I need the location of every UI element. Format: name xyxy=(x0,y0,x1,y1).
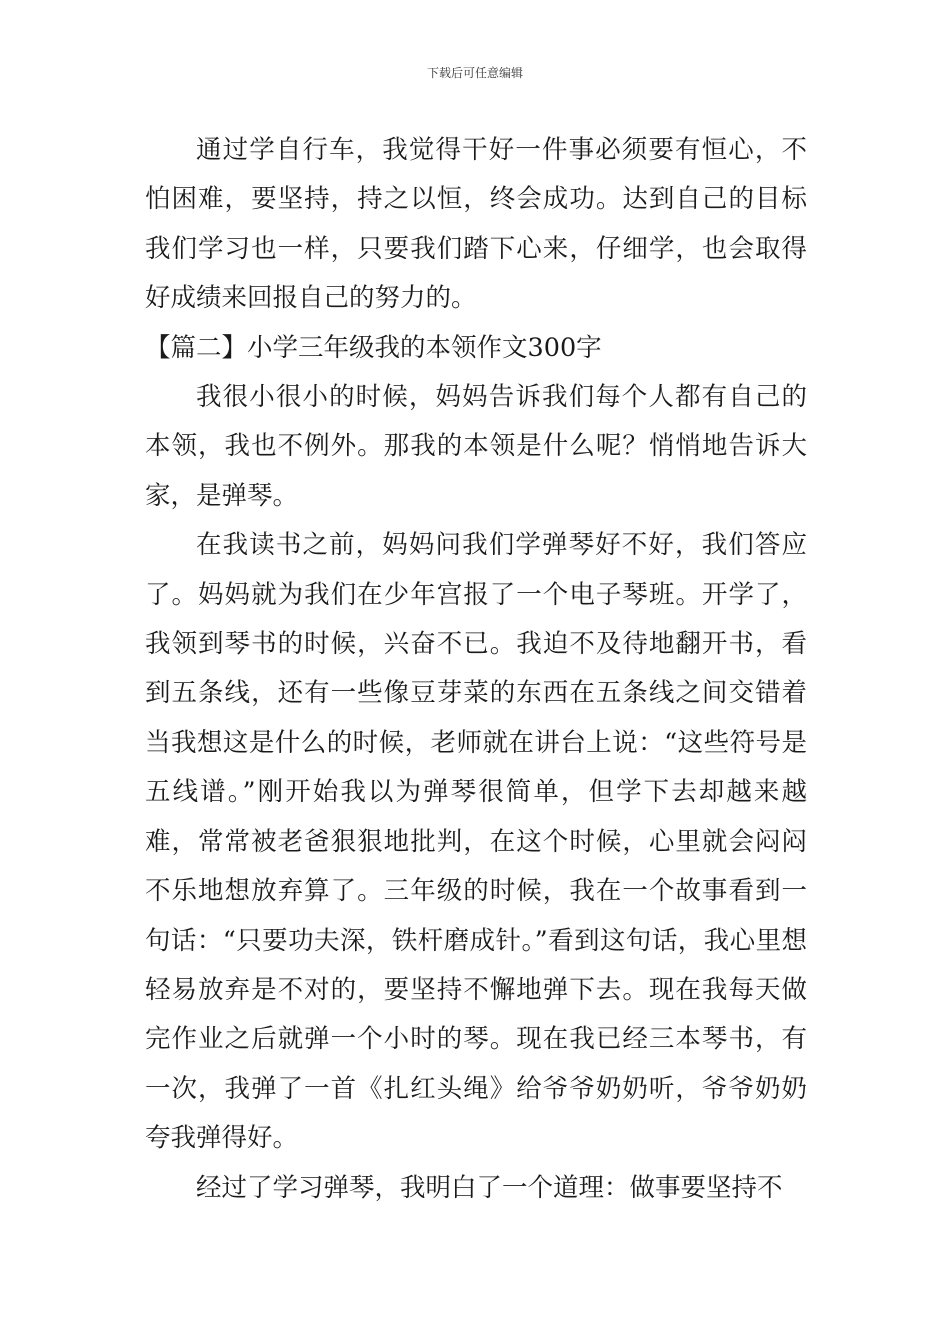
header-note: 下载后可任意编辑 xyxy=(426,66,523,80)
paragraph-conclusion-bicycle: 通过学自行车，我觉得干好一件事必须要有恒心，不怕困难，要坚持，持之以恒，终会成功。达到自己的目标我们学习也一样，只要我们踏下心来，仔细学，也会取得好成绩来回报自己的努力的。 xyxy=(145,135,807,314)
paragraph-lesson-learned: 经过了学习弹琴，我明白了一个道理：做事要坚持不 xyxy=(196,1172,783,1203)
document-body xyxy=(145,126,807,1213)
paragraph-learning-piano: 在我读书之前，妈妈问我们学弹琴好不好，我们答应了。妈妈就为我们在少年宫报了一个电子琴班。开学了，我领到琴书的时候，兴奋不已。我迫不及待地翻开书，看到五条线，还有一些像豆芽菜的东西在五条线之间交错着当我想这是什么的时候，老师就在讲台上说：“这些符号是五线谱。”刚开始我以为弹琴很简单，但学下去却越来越难，常常被老爸狠狠地批判，在这个时候，心里就会闷闷不乐地想放弃算了。三年级的时候，我在一个故事看到一句话：“只要功夫深，铁杆磨成针。”看到这句话，我心里想轻易放弃是不对的，要坚持不懈地弹下去。现在我每天做完作业之后就弹一个小时的琴。现在我已经三本琴书，有一次，我弹了一首《扎红头绳》给爷爷奶奶听，爷爷奶奶夸我弹得好。 xyxy=(145,530,807,1154)
paragraph-intro-skill: 我很小很小的时候，妈妈告诉我们每个人都有自己的本领，我也不例外。那我的本领是什么呢？悄悄地告诉大家，是弹琴。 xyxy=(145,382,807,511)
section-heading: 【篇二】小学三年级我的本领作文300字 xyxy=(145,332,602,363)
